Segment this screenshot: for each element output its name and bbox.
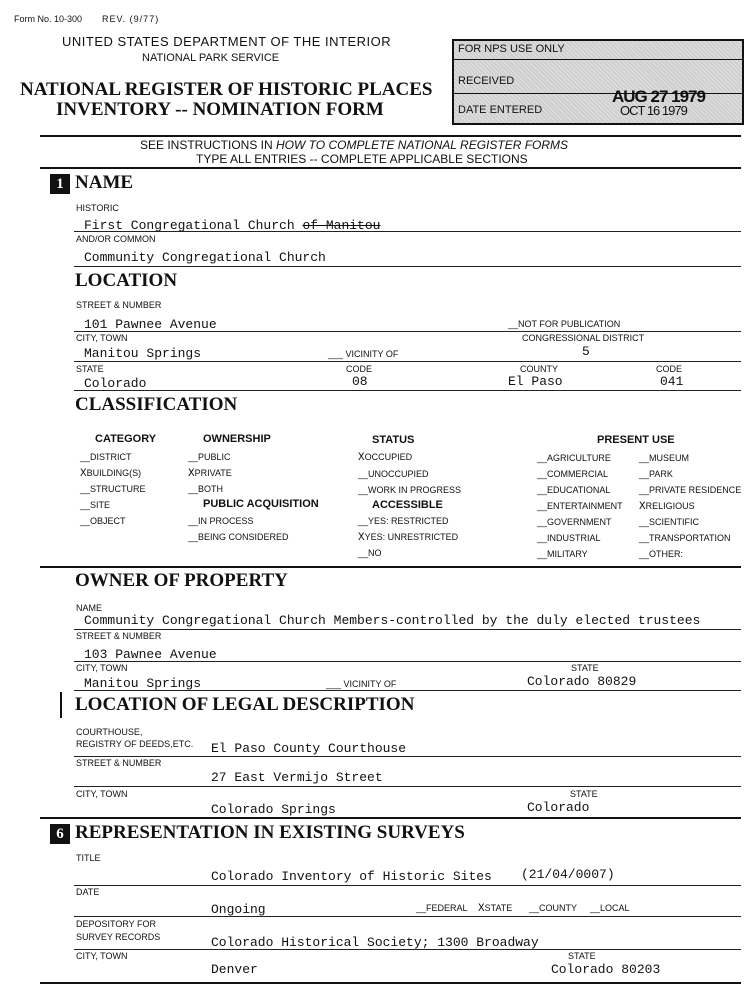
instructions-line2: TYPE ALL ENTRIES -- COMPLETE APPLICABLE SECTIONS <box>196 152 528 166</box>
use-educational: __EDUCATIONAL <box>537 485 611 495</box>
instructions-line1: SEE INSTRUCTIONS IN HOW TO COMPLETE NATIONAL REGISTER FORMS <box>140 138 569 152</box>
survey-date-value: Ongoing <box>211 902 266 917</box>
received-stamp: AUG 27 1979 <box>612 87 705 106</box>
form-title-line1: NATIONAL REGISTER OF HISTORIC PLACES <box>20 79 433 100</box>
accessible-unrestricted: XYES: UNRESTRICTED <box>358 532 459 544</box>
courthouse-value: El Paso County Courthouse <box>211 741 407 756</box>
surveys-heading: REPRESENTATION IN EXISTING SURVEYS <box>75 822 465 843</box>
state-code-value: 08 <box>352 374 368 389</box>
owner-vicinity-label: ___ VICINITY OF <box>326 679 397 689</box>
owner-state-label: STATE <box>571 663 599 673</box>
survey-title-label: TITLE <box>76 853 101 863</box>
historic-label: HISTORIC <box>76 203 119 213</box>
ownership-public: __PUBLIC <box>188 452 231 462</box>
owner-city-value: Manitou Springs <box>84 676 202 691</box>
use-government: __GOVERNMENT <box>537 517 612 527</box>
district-value: 5 <box>582 344 590 359</box>
accessible-heading: ACCESSIBLE <box>372 499 443 511</box>
survey-state-label: STATE <box>568 951 596 961</box>
ownership-private: XPRIVATE <box>188 468 232 480</box>
section-number-1: 1 <box>50 174 70 194</box>
county-label: COUNTY <box>520 364 558 374</box>
survey-local: __LOCAL <box>590 903 630 913</box>
owner-street-value: 103 Pawnee Avenue <box>84 647 217 662</box>
survey-code-value: (21/04/0007) <box>521 867 615 882</box>
use-religious: XRELIGIOUS <box>639 501 695 513</box>
legal-city-label: CITY, TOWN <box>76 789 128 799</box>
state-value: Colorado <box>84 376 147 391</box>
owner-city-label: CITY, TOWN <box>76 663 128 673</box>
use-private-residence: __PRIVATE RESIDENCE <box>639 485 742 495</box>
state-code-label: CODE <box>346 364 373 374</box>
historic-name-value: First Congregational Church of Manitou <box>84 218 381 233</box>
depository-value: Colorado Historical Society; 1300 Broadway <box>211 935 539 950</box>
form-title-line2: INVENTORY -- NOMINATION FORM <box>56 99 384 120</box>
owner-name-label: NAME <box>76 603 103 613</box>
survey-county: __COUNTY <box>529 903 578 913</box>
use-commercial: __COMMERCIAL <box>537 469 609 479</box>
state-label: STATE <box>76 364 104 374</box>
owner-street-label: STREET & NUMBER <box>76 631 162 641</box>
depository-label2: SURVEY RECORDS <box>76 932 161 942</box>
legal-street-value: 27 East Vermijo Street <box>211 770 383 785</box>
survey-city-value: Denver <box>211 962 258 977</box>
county-value: El Paso <box>508 374 563 389</box>
form-revision: REV. (9/77) <box>102 14 160 24</box>
name-heading: NAME <box>75 172 134 193</box>
category-district: __DISTRICT <box>80 452 132 462</box>
survey-state: XSTATE <box>478 903 513 915</box>
status-work-in-progress: __WORK IN PROGRESS <box>358 485 462 495</box>
acquisition-in-process: __IN PROCESS <box>188 516 254 526</box>
survey-title-value: Colorado Inventory of Historic Sites <box>211 869 492 884</box>
owner-state-value: Colorado 80829 <box>527 674 637 689</box>
category-heading: CATEGORY <box>95 433 157 445</box>
status-heading: STATUS <box>372 434 415 446</box>
use-agriculture: __AGRICULTURE <box>537 453 611 463</box>
use-museum: __MUSEUM <box>639 453 690 463</box>
ownership-heading: OWNERSHIP <box>203 433 271 445</box>
survey-federal: __FEDERAL <box>416 903 468 913</box>
accessible-no: __NO <box>358 548 382 558</box>
survey-state-value: Colorado 80203 <box>551 962 661 977</box>
category-buildings: XBUILDING(S) <box>80 468 142 480</box>
courthouse-label: COURTHOUSE, <box>76 727 143 737</box>
registry-label: REGISTRY OF DEEDS,ETC. <box>76 739 194 749</box>
department: UNITED STATES DEPARTMENT OF THE INTERIOR <box>62 34 392 49</box>
owner-heading: OWNER OF PROPERTY <box>75 570 288 591</box>
use-other: __OTHER: <box>639 549 684 559</box>
use-entertainment: __ENTERTAINMENT <box>537 501 623 511</box>
present-use-heading: PRESENT USE <box>597 434 675 446</box>
street-value: 101 Pawnee Avenue <box>84 317 217 332</box>
county-code-value: 041 <box>660 374 684 389</box>
entered-stamp: OCT 16 1979 <box>620 103 687 118</box>
use-park: __PARK <box>639 469 673 479</box>
use-industrial: __INDUSTRIAL <box>537 533 601 543</box>
category-structure: __STRUCTURE <box>80 484 146 494</box>
use-scientific: __SCIENTIFIC <box>639 517 700 527</box>
survey-date-label: DATE <box>76 887 100 897</box>
ownership-both: __BOTH <box>188 484 224 494</box>
received-label: RECEIVED <box>458 75 515 87</box>
use-military: __MILITARY <box>537 549 588 559</box>
category-object: __OBJECT <box>80 516 126 526</box>
nps-label: FOR NPS USE ONLY <box>458 43 565 55</box>
accessible-restricted: __YES: RESTRICTED <box>358 516 449 526</box>
classification-heading: CLASSIFICATION <box>75 394 238 415</box>
congressional-district-label: CONGRESSIONAL DISTRICT <box>522 333 645 343</box>
nps-use-box <box>452 39 744 125</box>
not-for-publication: __NOT FOR PUBLICATION <box>508 319 621 329</box>
street-label: STREET & NUMBER <box>76 300 162 310</box>
section-number-6: 6 <box>50 824 70 844</box>
status-occupied: XOCCUPIED <box>358 452 413 464</box>
city-label: CITY, TOWN <box>76 333 128 343</box>
city-value: Manitou Springs <box>84 346 202 361</box>
common-name-value: Community Congregational Church <box>84 250 326 265</box>
category-site: __SITE <box>80 500 111 510</box>
legal-street-label: STREET & NUMBER <box>76 758 162 768</box>
use-transportation: __TRANSPORTATION <box>639 533 731 543</box>
form-number: Form No. 10-300 <box>14 14 83 24</box>
county-code-label: CODE <box>656 364 683 374</box>
acquisition-heading: PUBLIC ACQUISITION <box>203 498 319 510</box>
vicinity-label: ___ VICINITY OF <box>328 349 399 359</box>
legal-heading: LOCATION OF LEGAL DESCRIPTION <box>75 694 415 715</box>
owner-name-value: Community Congregational Church Members-controlled by the duly elected trustees <box>84 613 701 628</box>
legal-state-label: STATE <box>570 789 598 799</box>
legal-city-value: Colorado Springs <box>211 802 336 817</box>
service: NATIONAL PARK SERVICE <box>142 52 280 64</box>
survey-city-label: CITY, TOWN <box>76 951 128 961</box>
depository-label1: DEPOSITORY FOR <box>76 919 157 929</box>
legal-state-value: Colorado <box>527 800 590 815</box>
acquisition-being-considered: __BEING CONSIDERED <box>188 532 289 542</box>
location-heading: LOCATION <box>75 270 178 291</box>
status-unoccupied: __UNOCCUPIED <box>358 469 429 479</box>
common-label: AND/OR COMMON <box>76 234 156 244</box>
date-entered-label: DATE ENTERED <box>458 104 543 116</box>
